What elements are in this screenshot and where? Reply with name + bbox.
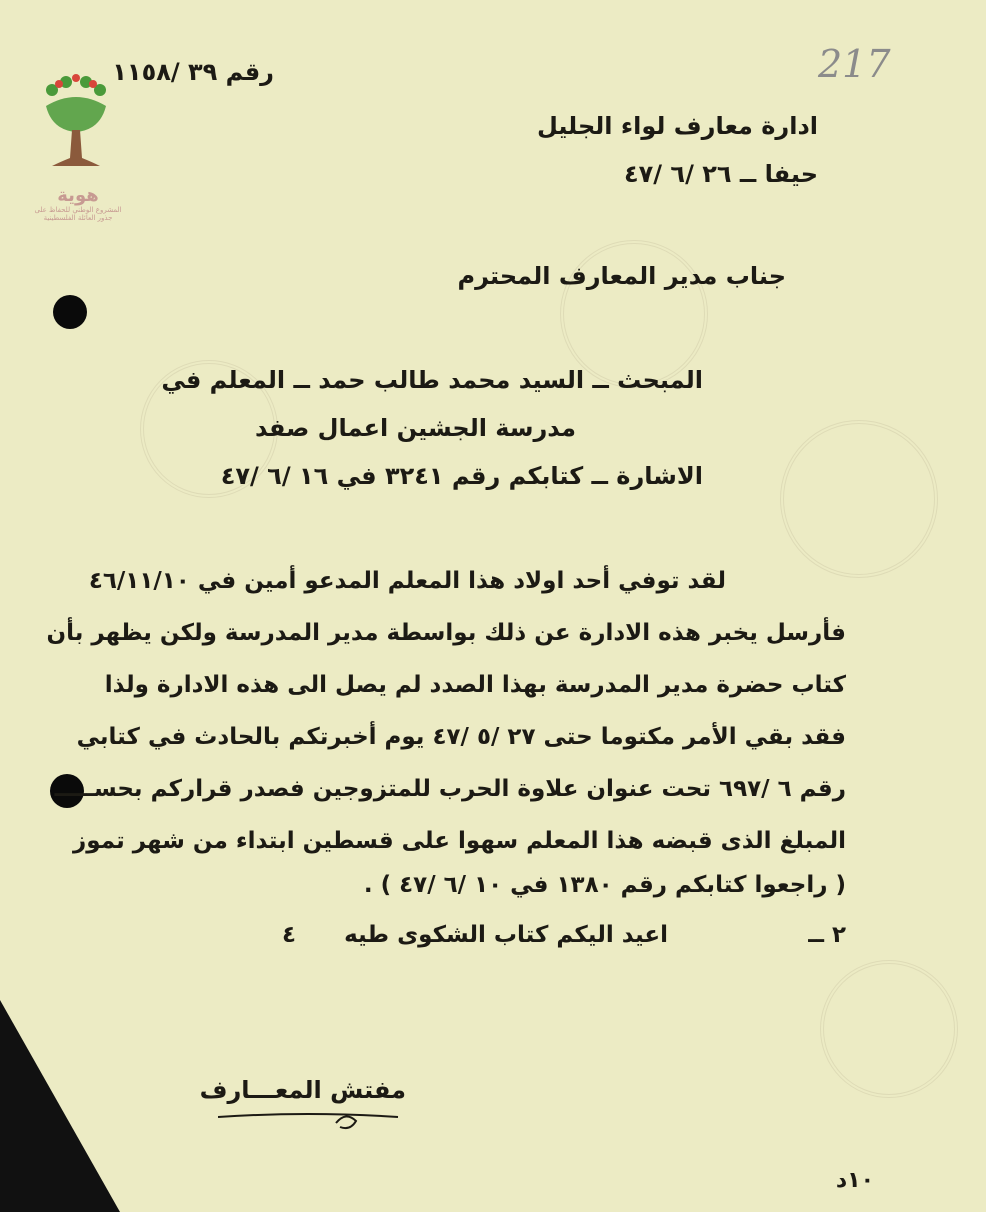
reference-number: رقم ٣٩ /١١٥٨ bbox=[112, 58, 274, 86]
body-line-7: ( راجعوا كتابكم رقم ١٣٨٠ في ١٠ /٦ /٤٧ ) . bbox=[363, 872, 846, 898]
body-line-1: لقد توفي أحد اولاد هذا المعلم المدعو أمين في ٤٦/١١/١٠ bbox=[88, 568, 726, 594]
signature-flourish-icon bbox=[218, 1105, 408, 1135]
salutation: جناب مدير المعارف المحترم bbox=[457, 262, 786, 290]
folded-corner bbox=[0, 1000, 120, 1212]
body-line-2: فأرسل يخبر هذه الادارة عن ذلك بواسطة مدير المدرسة ولكن يظهر بأن bbox=[46, 620, 846, 646]
handwritten-page-number: 217 bbox=[818, 42, 891, 86]
watermark-stamp bbox=[780, 420, 938, 578]
body-line-3: كتاب حضرة مدير المدرسة بهذا الصدد لم يصل الى هذه الادارة ولذا bbox=[104, 672, 846, 698]
office-name: ادارة معارف لواء الجليل bbox=[536, 112, 818, 140]
item-2-text: اعيد اليكم كتاب الشكوى طيه bbox=[344, 922, 668, 948]
body-line-6: المبلغ الذى قبضه هذا المعلم سهوا على قسطين ابتداء من شهر تموز bbox=[73, 828, 846, 854]
subject-line-1: المبحث ــ السيد محمد طالب حمد ــ المعلم في bbox=[161, 366, 703, 394]
signature-title: مفتش المعـــارف bbox=[199, 1076, 406, 1104]
watermark-stamp bbox=[820, 960, 958, 1098]
body-line-4: فقد بقي الأمر مكتوما حتى ٢٧ /٥ /٤٧ يوم أخبرتكم بالحادث في كتابي bbox=[76, 724, 846, 750]
punch-hole bbox=[53, 295, 87, 329]
subject-line-2: مدرسة الجشين اعمال صفد bbox=[255, 414, 576, 442]
subject-line-3: الاشارة ــ كتابكم رقم ٣٢٤١ في ١٦ /٦ /٤٧ bbox=[220, 462, 703, 490]
item-2-number: ٢ ــ bbox=[808, 922, 846, 948]
logo-caption: هوية المشروع الوطني للحفاظ على جذور العائلة الفلسطينية bbox=[34, 185, 122, 222]
footer-code: ١٠د bbox=[835, 1168, 874, 1193]
body-line-5: رقم ٦ /٦٩٧ تحت عنوان علاوة الحرب للمتزوجين فصدر قراركم بحســـــ bbox=[54, 776, 846, 802]
place-and-date: حيفا ــ ٢٦ /٦ /٤٧ bbox=[624, 160, 818, 188]
item-2-mark: ٤ bbox=[281, 922, 296, 948]
